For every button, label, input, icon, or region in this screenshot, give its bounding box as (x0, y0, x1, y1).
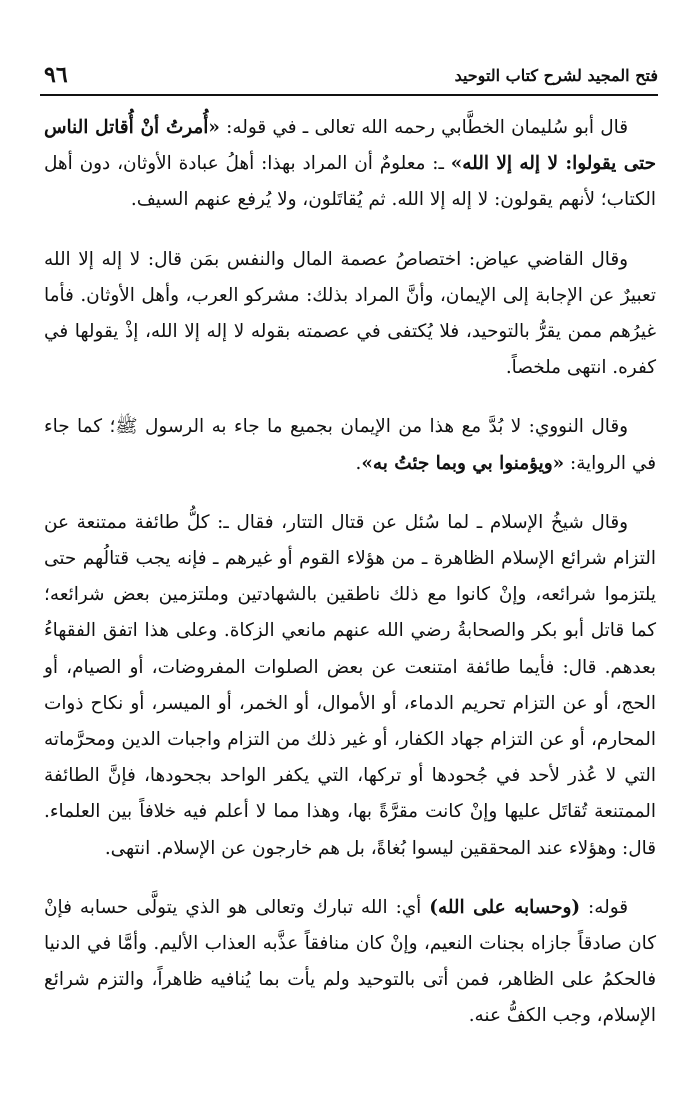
paragraph-qadi-iyad (44, 242, 656, 387)
paragraph-text: وقال القاضي عياض: اختصاصُ عصمة المال والنفس بمَن قال: لا إله إلا الله تعبيرٌ عن الإجابة إلى الإيمان، وأنَّ المراد بذلك: مشركو العرب، وأهل الأوثان. فأما غيرُهم ممن يقرُّ بالتوحيد، فلا يُكتفى في عصمته بقوله لا إله إلا الله، إذْ يقولها في كفره. انتهى ملخصاً. (44, 248, 656, 379)
header-divider (40, 94, 658, 96)
paragraph-text: وقال شيخُ الإسلام ـ لما سُئل عن قتال التتار، فقال ـ: كلُّ طائفة ممتنعة عن التزام شرائع الإسلام الظاهرة ـ من هؤلاء القوم أو غيرهم ـ فإنه يجب قتالُهم حتى يلتزموا شرائعه، وإنْ كانوا مع ذلك ناطقين بالشهادتين وملتزمين بعض شرائعه؛ كما قاتل أبو بكر والصحابةُ رضي الله عنهم مانعي الزكاة. وعلى هذا اتفق الفقهاءُ بعدهم. قال: فأيما طائفة امتنعت عن بعض الصلوات المفروضات، أو الصيام، أو الحج، أو عن التزام تحريم الدماء، أو الأموال، أو الخمر، أو الميسر، أو نكاح ذوات المحارم، أو عن التزام جهاد الكفار، أو غير ذلك من التزام واجبات الدين ومحرَّماته التي لا عُذر لأحد في جُحودها أو تركها، التي يكفر الواحد بجحودها، فإنَّ الطائفة الممتنعة تُقاتَل عليها وإنْ كانت مقرَّةً بها، وهذا مما لا أعلم فيه خلافاً بين العلماء. قال: وهؤلاء عند المحققين ليسوا بُغاةً، بل هم خارجون عن الإسلام. انتهى. (44, 511, 656, 859)
hadith-quote: «أُمرتُ أنْ أُقاتل الناس حتى يقولوا: لا إله إلا الله» (44, 117, 656, 175)
page-header (44, 58, 658, 92)
running-title: فتح المجيد لشرح كتاب التوحيد (454, 65, 658, 85)
paragraph-text: أي: الله تبارك وتعالى هو الذي يتولَّى حسابه فإنْ كان صادقاً جازاه بجنات النعيم، وإنْ كان منافقاً عذَّبه العذاب الأليم. وأمَّا في الدنيا فالحكمُ على الظاهر، فمن أتى بالتوحيد ولم يأت بما يُنافيه ظاهراً، والتزم شرائع الإسلام، وجب الكفُّ عنه. (44, 896, 656, 1027)
paragraph-text: قوله: (580, 896, 628, 918)
paragraph-shaykh-al-islam (44, 505, 656, 867)
paragraph-text: وقال النووي: لا بُدَّ مع هذا من الإيمان بجميع ما جاء به الرسول ﷺ؛ كما جاء في الرواية: (44, 416, 656, 474)
quoted-phrase: (وحسابه على الله) (429, 896, 581, 918)
paragraph-text: . (355, 452, 362, 474)
paragraph-text: قال أبو سُليمان الخطَّابي رحمه الله تعالى ـ في قوله: (219, 117, 628, 138)
paragraph-khattabi (44, 110, 656, 219)
paragraph-nawawi (44, 409, 656, 481)
paragraph-hisabuhu (44, 890, 656, 1035)
page-number: ٩٦ (44, 62, 68, 88)
paragraph-text: ـ: معلومٌ أن المراد بهذا: أهلُ عبادة الأوثان، دون أهل الكتاب؛ لأنهم يقولون: لا إله إلا الله. ثم يُقاتَلون، ولا يُرفع عنهم السيف. (44, 153, 656, 211)
page-body (44, 110, 656, 1035)
hadith-quote: «ويؤمنوا بي وبما جئتُ به» (361, 452, 565, 474)
